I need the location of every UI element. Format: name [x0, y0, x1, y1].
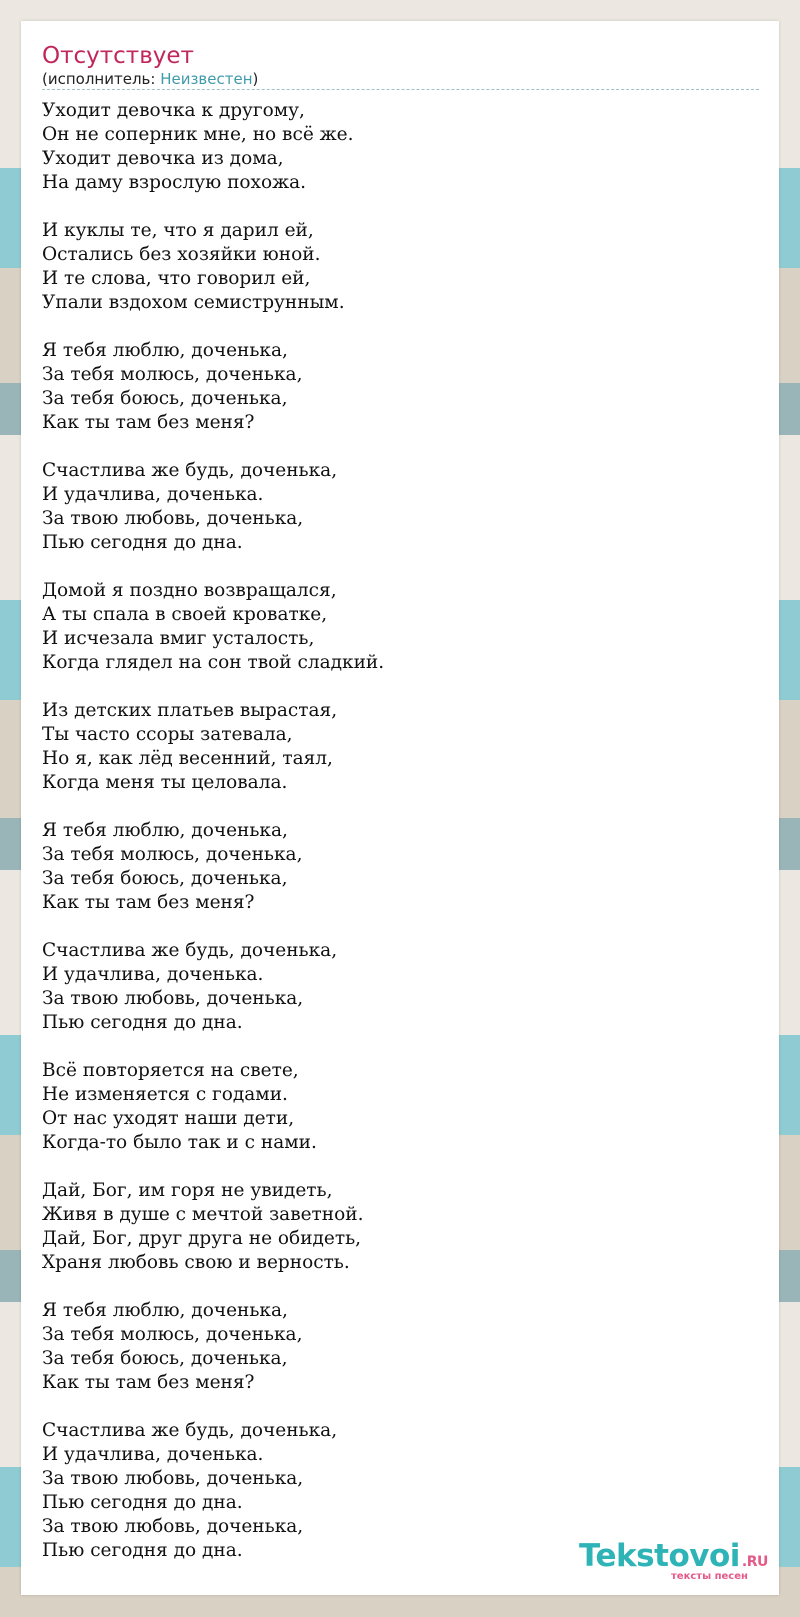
logo-tld: .RU	[741, 1554, 768, 1570]
stanza-gap	[42, 1395, 757, 1419]
lyric-line: За твою любовь, доченька,	[42, 508, 304, 529]
lyric-line: Как ты там без меня?	[42, 412, 255, 433]
lyric-line: А ты спала в своей кроватке,	[42, 604, 328, 625]
stanza-gap	[42, 675, 757, 699]
song-title: Отсутствует	[42, 43, 194, 69]
artist-link[interactable]: Неизвестен	[160, 70, 253, 88]
lyric-line: Дай, Бог, им горя не увидеть,	[42, 1180, 333, 1201]
lyric-line: Но я, как лёд весенний, таял,	[42, 748, 333, 769]
logo-name: Tekstovoi	[579, 1538, 740, 1574]
lyric-line: Уходит девочка из дома,	[42, 148, 284, 169]
lyric-line: За тебя молюсь, доченька,	[42, 1324, 303, 1345]
lyric-line: За тебя молюсь, доченька,	[42, 844, 303, 865]
lyric-line: И куклы те, что я дарил ей,	[42, 220, 314, 241]
artist-line	[42, 69, 258, 89]
stanza-gap	[42, 195, 757, 219]
lyric-line: Я тебя люблю, доченька,	[42, 820, 288, 841]
lyric-line: Пью сегодня до дна.	[42, 1492, 243, 1513]
lyric-line: Из детских платьев вырастая,	[42, 700, 338, 721]
stanza-gap	[42, 315, 757, 339]
lyric-line: И удачлива, доченька.	[42, 484, 264, 505]
title-divider	[42, 89, 759, 90]
lyric-line: Как ты там без меня?	[42, 1372, 255, 1393]
lyric-line: Храня любовь свою и верность.	[42, 1252, 350, 1273]
lyric-line: За тебя боюсь, доченька,	[42, 1348, 288, 1369]
lyric-line: От нас уходят наши дети,	[42, 1108, 295, 1129]
lyric-line: Пью сегодня до дна.	[42, 532, 243, 553]
lyric-line: И удачлива, доченька.	[42, 1444, 264, 1465]
logo-tagline: тексты песен	[671, 1571, 748, 1582]
lyric-line: И те слова, что говорил ей,	[42, 268, 311, 289]
stanza-gap	[42, 555, 757, 579]
lyric-line: Когда-то было так и с нами.	[42, 1132, 317, 1153]
lyric-line: Когда глядел на сон твой сладкий.	[42, 652, 385, 673]
lyric-line: Он не соперник мне, но всё же.	[42, 124, 354, 145]
site-logo[interactable]	[579, 1537, 769, 1583]
artist-prefix: (исполнитель:	[42, 70, 161, 88]
lyric-line: Всё повторяется на свете,	[42, 1060, 299, 1081]
lyrics-card	[21, 21, 779, 1595]
lyric-line: Уходит девочка к другому,	[42, 100, 305, 121]
lyric-line: Счастлива же будь, доченька,	[42, 940, 338, 961]
lyric-line: Упали вздохом семиструнным.	[42, 292, 345, 313]
stanza-gap	[42, 1275, 757, 1299]
stanza-gap	[42, 435, 757, 459]
lyric-line: Домой я поздно возвращался,	[42, 580, 337, 601]
lyric-line: На даму взрослую похожа.	[42, 172, 307, 193]
stanza-gap	[42, 915, 757, 939]
lyric-line: Я тебя люблю, доченька,	[42, 1300, 288, 1321]
lyric-line: За твою любовь, доченька,	[42, 1516, 304, 1537]
lyric-line: Когда меня ты целовала.	[42, 772, 288, 793]
lyric-line: Счастлива же будь, доченька,	[42, 460, 338, 481]
lyric-line: За твою любовь, доченька,	[42, 1468, 304, 1489]
lyric-line: Пью сегодня до дна.	[42, 1012, 243, 1033]
lyric-line: Я тебя люблю, доченька,	[42, 340, 288, 361]
lyric-line: И удачлива, доченька.	[42, 964, 264, 985]
stanza-gap	[42, 1155, 757, 1179]
lyric-line: Дай, Бог, друг друга не обидеть,	[42, 1228, 362, 1249]
lyric-line: За твою любовь, доченька,	[42, 988, 304, 1009]
stanza-gap	[42, 1035, 757, 1059]
lyric-line: Живя в душе с мечтой заветной.	[42, 1204, 364, 1225]
lyrics-text	[42, 99, 757, 1563]
artist-suffix: )	[252, 70, 259, 88]
lyric-line: И исчезала вмиг усталость,	[42, 628, 315, 649]
stanza-gap	[42, 795, 757, 819]
lyric-line: Не изменяется с годами.	[42, 1084, 288, 1105]
lyric-line: За тебя боюсь, доченька,	[42, 388, 288, 409]
lyric-line: Счастлива же будь, доченька,	[42, 1420, 338, 1441]
lyric-line: Ты часто ссоры затевала,	[42, 724, 293, 745]
lyric-line: За тебя молюсь, доченька,	[42, 364, 303, 385]
lyric-line: За тебя боюсь, доченька,	[42, 868, 288, 889]
lyric-line: Пью сегодня до дна.	[42, 1540, 243, 1561]
lyric-line: Как ты там без меня?	[42, 892, 255, 913]
lyric-line: Остались без хозяйки юной.	[42, 244, 321, 265]
